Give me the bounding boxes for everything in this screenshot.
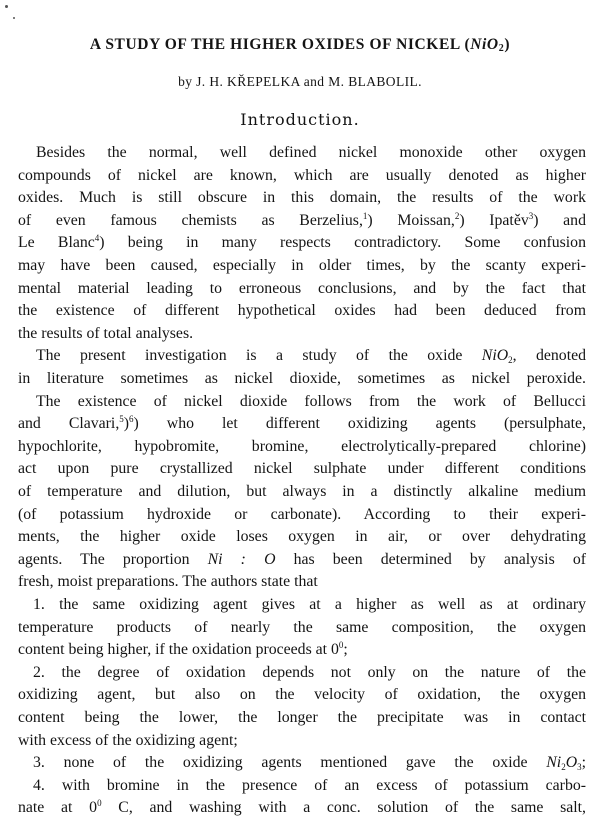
body-line: oxidizing agent, but also on the velocity of oxidation, the oxygen xyxy=(18,686,586,704)
body-line: The present investigation is a study of the oxide NiO$_2$, denoted xyxy=(36,347,586,366)
title-suffix: ) xyxy=(504,36,511,53)
body-line: oxides. Much is still obscure in this domain, the results of the work xyxy=(18,189,586,207)
footnote-ref: 5 xyxy=(119,414,124,425)
formula: Ni xyxy=(546,754,562,772)
formula: Ni : O xyxy=(207,550,276,568)
body-line: Le Blanc$^4$) being in many respects contradictory. Some confusion xyxy=(18,233,586,252)
body-line: in literature sometimes as nickel dioxide, sometimes as nickel peroxide. xyxy=(18,370,586,387)
body-line: hypochlorite, hypobromite, bromine, electrolytically-prepared chlorine) xyxy=(18,437,586,455)
scan-speck xyxy=(13,17,15,19)
paper-title xyxy=(0,36,600,54)
title-formula-subscript: 2 xyxy=(498,43,505,54)
body-line: nate at $0^0$ C, and washing with a conc. solution of the same salt, xyxy=(18,798,586,817)
footnote-ref: 4 xyxy=(94,233,100,244)
body-line: the results of total analyses. xyxy=(18,324,194,342)
body-line: ments, the higher oxide loses oxygen in air, or over dehydrating xyxy=(18,528,586,546)
list-item-line: 1. the same oxidizing agent gives at a higher as well as at ordinary xyxy=(33,596,586,613)
body-line: fresh, moist preparations. The authors state that xyxy=(18,573,318,591)
title-formula: NiO xyxy=(470,36,499,53)
body-line: Besides the normal, well defined nickel monoxide other oxygen xyxy=(36,144,586,161)
footnote-ref: 6 xyxy=(129,414,134,425)
body-line: of temperature and dilution, but always in a distinctly alkaline medium xyxy=(18,483,586,500)
body-line: agents. The proportion Ni : O has been determined by analysis of xyxy=(18,550,586,568)
body-line: content being the lower, the longer the precipitate was in contact xyxy=(18,709,586,726)
formula: O xyxy=(565,754,578,772)
body-line: compounds of nickel are known, which are usually denoted as higher xyxy=(18,166,586,184)
list-item-line: 2. the degree of oxidation depends not only on the nature of the xyxy=(33,663,586,681)
body-line: temperature products of nearly the same composition, the oxygen xyxy=(18,618,586,636)
body-line: with excess of the oxidizing agent; xyxy=(18,731,238,749)
section-heading: Introduction. xyxy=(240,110,360,129)
list-item-line: 3. none of the oxidizing agents mentioned gave the oxide $Ni_2O_3$; xyxy=(33,754,586,773)
footnote-ref: 2 xyxy=(454,210,460,221)
footnote-ref: 1 xyxy=(362,210,368,221)
list-item-line: 4. with bromine in the presence of an excess of potassium carbo- xyxy=(33,776,586,794)
body-line: The existence of nickel dioxide follows from the work of Bellucci xyxy=(36,392,586,410)
body-line: act upon pure crystallized nickel sulphate under different conditions xyxy=(18,460,586,478)
body-line: (of potassium hydroxide or carbonate). According to their experi- xyxy=(18,505,586,523)
body-line: and Clavari,$^5$)$^6$) who let different oxidizing agents (persulphate, xyxy=(18,414,586,433)
author-line: by J. H. KŘEPELKA and M. BLABOLIL. xyxy=(178,74,422,89)
body-line: the existence of different hypothetical oxides had been deduced from xyxy=(18,302,586,320)
footnote-ref: 3 xyxy=(528,210,534,221)
body-line: of even famous chemists as Berzelius,$^1$) Moissan,$^2$) Ipatěv$^3$) and xyxy=(18,210,586,229)
title-prefix: A STUDY OF THE HIGHER OXIDES OF NICKEL ( xyxy=(89,36,471,53)
scan-speck xyxy=(5,5,8,8)
body-line: may have been caused, especially in older times, by the scanty experi- xyxy=(18,257,586,274)
body-line: content being higher, if the oxidation proceeds at $0^0$; xyxy=(18,640,348,659)
body-line: mental material leading to erroneous conclusions, and by the fact that xyxy=(18,279,586,297)
formula: NiO xyxy=(481,347,509,365)
